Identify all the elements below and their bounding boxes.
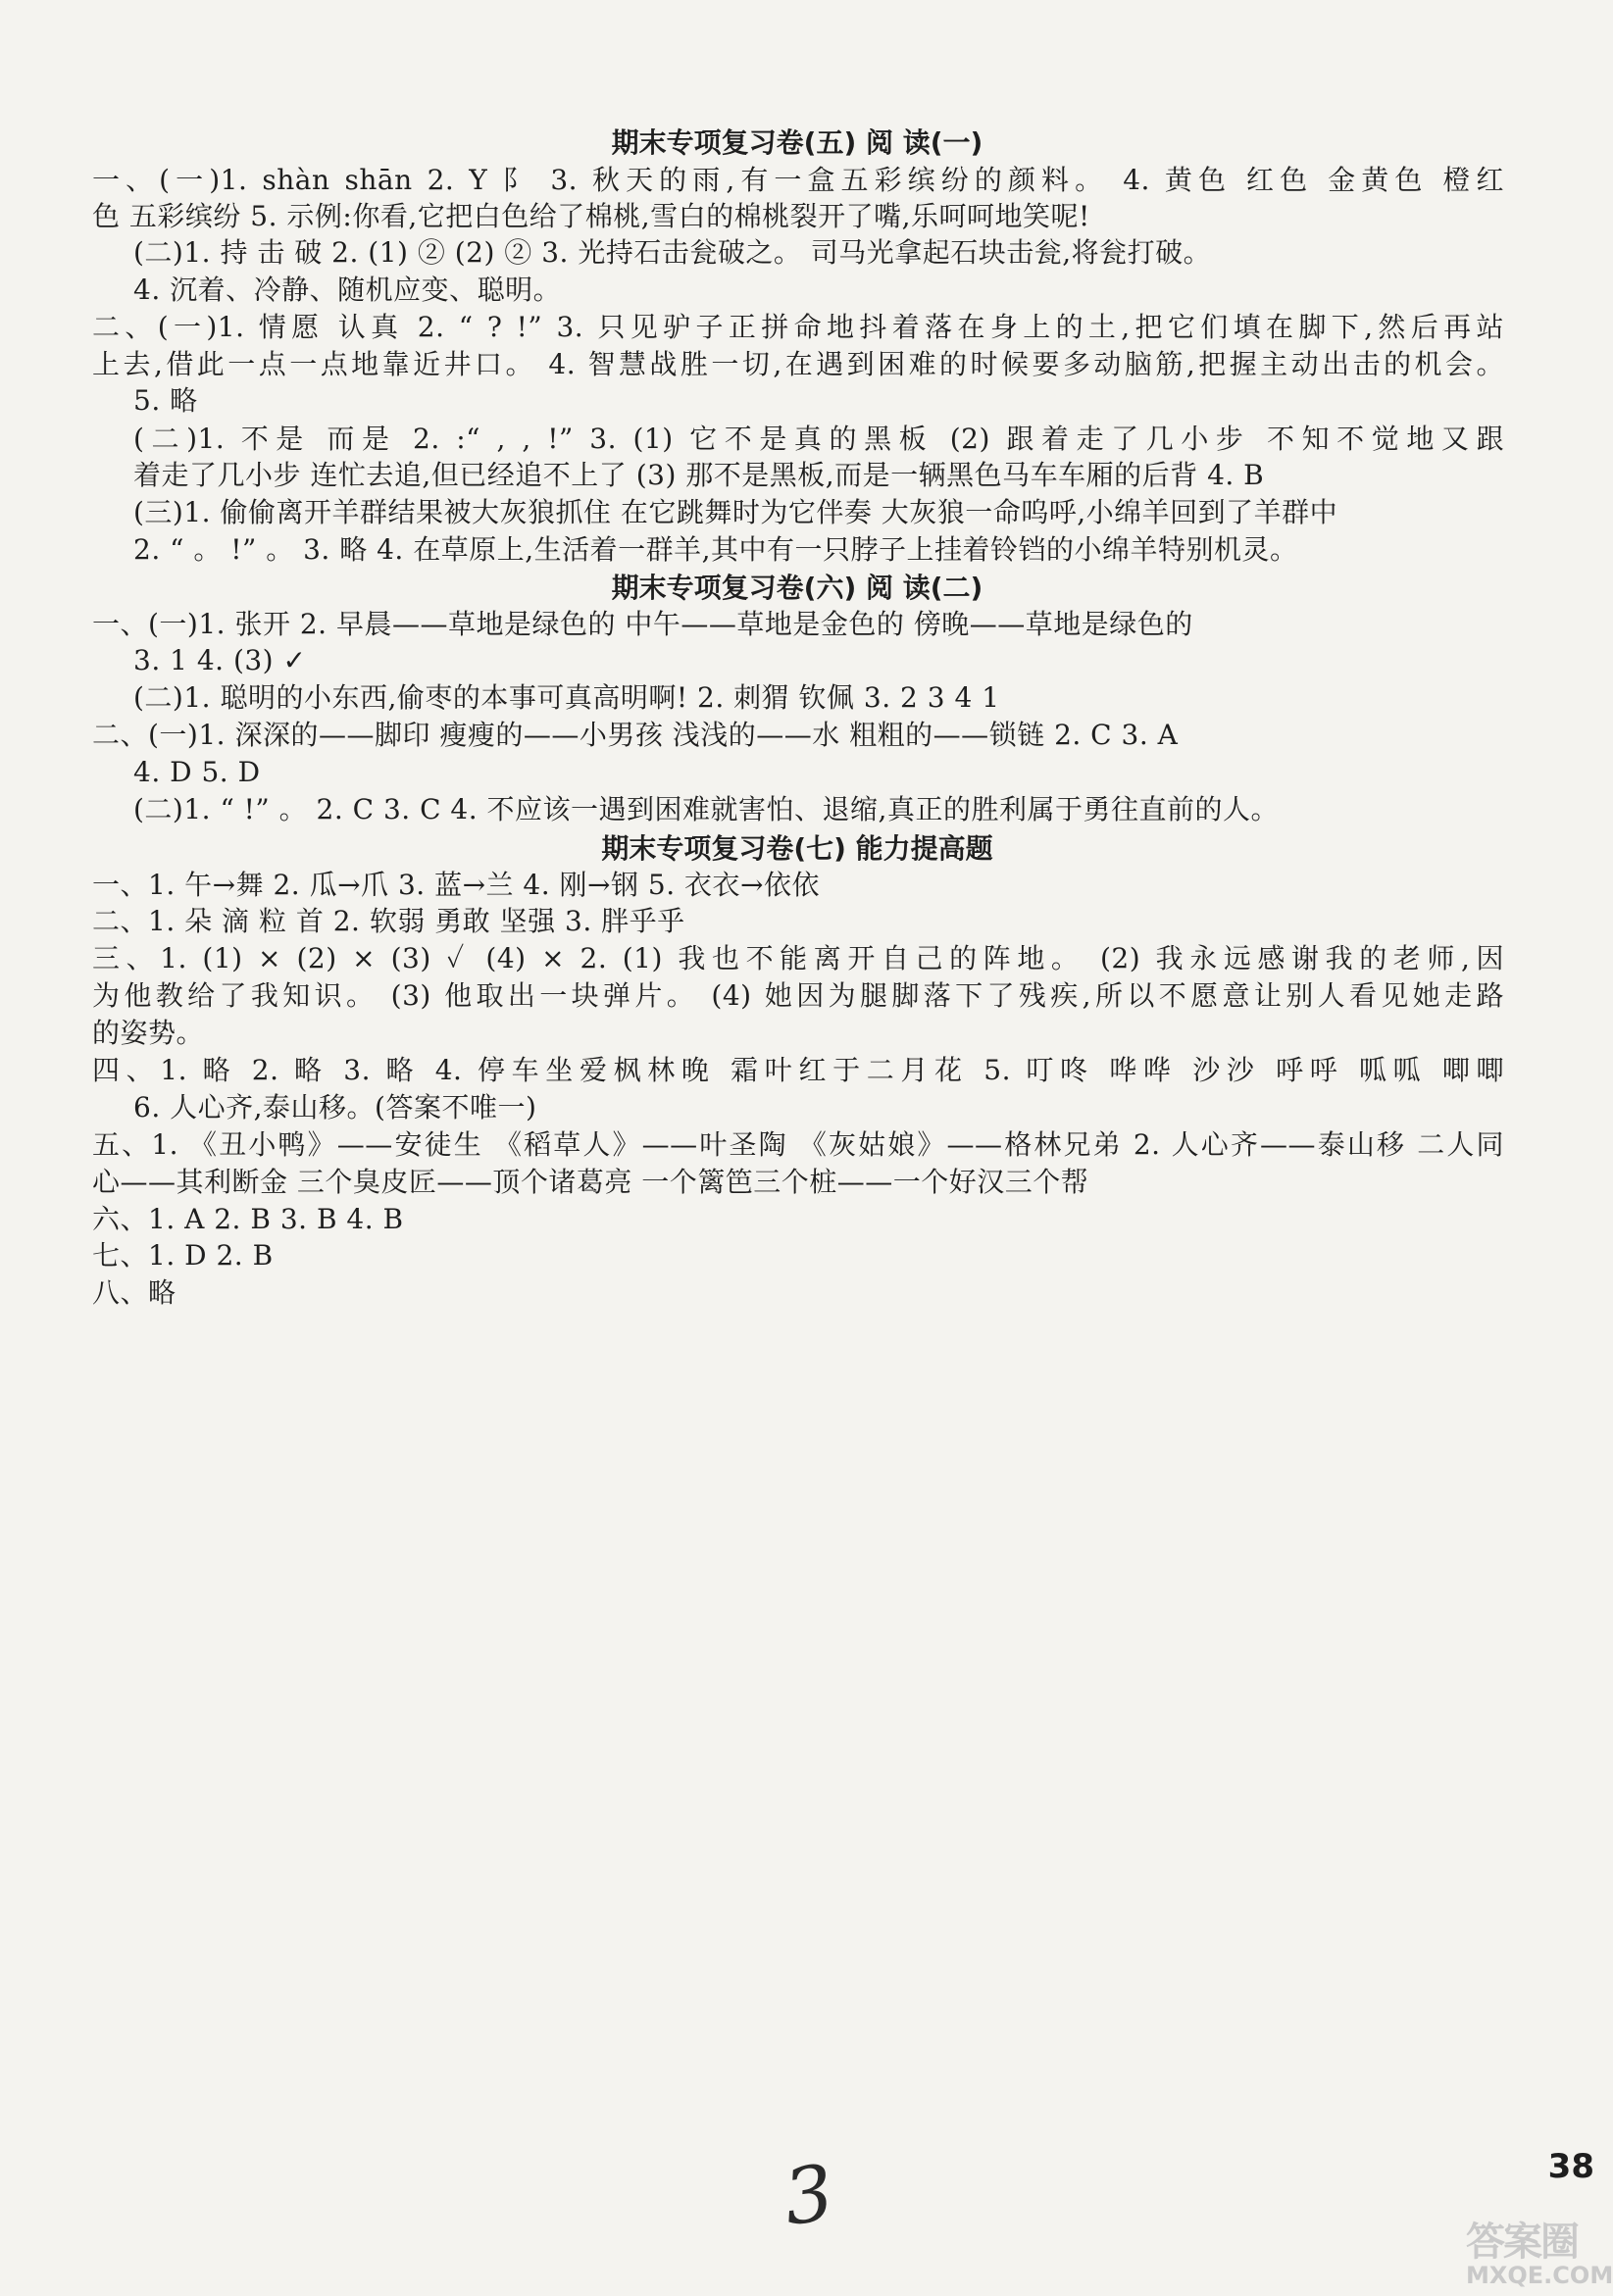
answer-line: 八、略: [92, 1276, 176, 1309]
section-title-5: 期末专项复习卷(五) 阅 读(一): [611, 126, 983, 159]
answer-line: 四、1. 略 2. 略 3. 略 4. 停车坐爱枫林晚 霜叶红于二月花 5. 叮咚 哗哗 沙沙 呼呼 呱呱 唧唧: [92, 1054, 1504, 1086]
answer-line: (二)1. “ !” 。 2. C 3. C 4. 不应该一遇到困难就害怕、退缩,真正的胜利属于勇往直前的人。: [133, 793, 1279, 825]
answer-line: 4. 沉着、冷静、随机应变、聪明。: [133, 274, 562, 306]
answer-line: 色 五彩缤纷 5. 示例:你看,它把白色给了棉桃,雪白的棉桃裂开了嘴,乐呵呵地笑呢!: [92, 200, 1090, 232]
watermark-logo: [1466, 2211, 1613, 2296]
answer-line: 为他教给了我知识。 (3) 他取出一块弹片。 (4) 她因为腿脚落下了残疾,所以不愿意让别人看见她走路: [92, 979, 1504, 1012]
handwritten-mark: 3: [778, 2148, 839, 2244]
answer-line: 二、(一)1. 情愿 认真 2. “ ? !” 3. 只见驴子正拼命地抖着落在身上的土,把它们填在脚下,然后再站: [92, 311, 1504, 343]
answer-line: 一、1. 午→舞 2. 瓜→爪 3. 蓝→兰 4. 刚→钢 5. 衣衣→依依: [92, 869, 820, 901]
answer-line: (三)1. 偷偷离开羊群结果被大灰狼抓住 在它跳舞时为它伴奏 大灰狼一命呜呼,小绵羊回到了羊群中: [133, 496, 1338, 528]
answer-line: 二、(一)1. 深深的——脚印 瘦瘦的——小男孩 浅浅的——水 粗粗的——锁链 2. C 3. A: [92, 719, 1179, 751]
answer-line: 4. D 5. D: [133, 756, 261, 788]
answer-line: 三、1. (1) × (2) × (3) ✓ (4) × 2. (1) 我也不能离开自己的阵地。 (2) 我永远感谢我的老师,因: [92, 942, 1504, 974]
answer-line: (二)1. 聪明的小东西,偷枣的本事可真高明啊! 2. 刺猬 钦佩 3. 2 3 4 1: [133, 681, 1000, 714]
page-number: 38: [1547, 2147, 1594, 2186]
answer-line: 心——其利断金 三个臭皮匠——顶个诸葛亮 一个篱笆三个桩——一个好汉三个帮: [92, 1166, 1089, 1198]
answer-line: 二、1. 朵 滴 粒 首 2. 软弱 勇敢 坚强 3. 胖乎乎: [92, 905, 685, 937]
answer-line: 一、(一)1. 张开 2. 早晨——草地是绿色的 中午——草地是金色的 傍晚——草地是绿色的: [92, 608, 1193, 640]
answer-line: 上去,借此一点一点地靠近井口。 4. 智慧战胜一切,在遇到困难的时候要多动脑筋,把握主动出击的机会。: [92, 348, 1504, 380]
answer-line: 六、1. A 2. B 3. B 4. B: [92, 1203, 404, 1235]
watermark-top-text: 答案圈: [1466, 2220, 1578, 2265]
answer-line: 的姿势。: [92, 1017, 205, 1049]
section-title-7: 期末专项复习卷(七) 能力提高题: [601, 832, 993, 865]
watermark-bottom-text: MXQE.COM: [1466, 2262, 1613, 2289]
answer-line: 2. “ 。 !” 。 3. 略 4. 在草原上,生活着一群羊,其中有一只脖子上挂着铃铛的小绵羊特别机灵。: [133, 533, 1298, 566]
answer-line: (二)1. 不是 而是 2. :“ , , !” 3. (1) 它不是真的黑板 (2) 跟着走了几小步 不知不觉地又跟: [133, 423, 1504, 455]
answer-line: 5. 略: [133, 384, 198, 417]
answer-line: 3. 1 4. (3) ✓: [133, 644, 307, 676]
answer-line: 6. 人心齐,泰山移。(答案不唯一): [133, 1091, 537, 1123]
section-title-6: 期末专项复习卷(六) 阅 读(二): [611, 572, 983, 604]
answer-line: (二)1. 持 击 破 2. (1) ② (2) ② 3. 光持石击瓮破之。 司马光拿起石块击瓮,将瓮打破。: [133, 236, 1212, 269]
answer-line: 五、1. 《丑小鸭》——安徒生 《稻草人》——叶圣陶 《灰姑娘》——格林兄弟 2. 人心齐——泰山移 二人同: [92, 1128, 1504, 1161]
answer-line: 一、(一)1. shàn shān 2. Y 阝 3. 秋天的雨,有一盒五彩缤纷的颜料。 4. 黄色 红色 金黄色 橙红: [92, 164, 1504, 196]
answer-line: 着走了几小步 连忙去追,但已经追不上了 (3) 那不是黑板,而是一辆黑色马车车厢的后背 4. B: [133, 459, 1265, 491]
answer-line: 七、1. D 2. B: [92, 1239, 274, 1272]
